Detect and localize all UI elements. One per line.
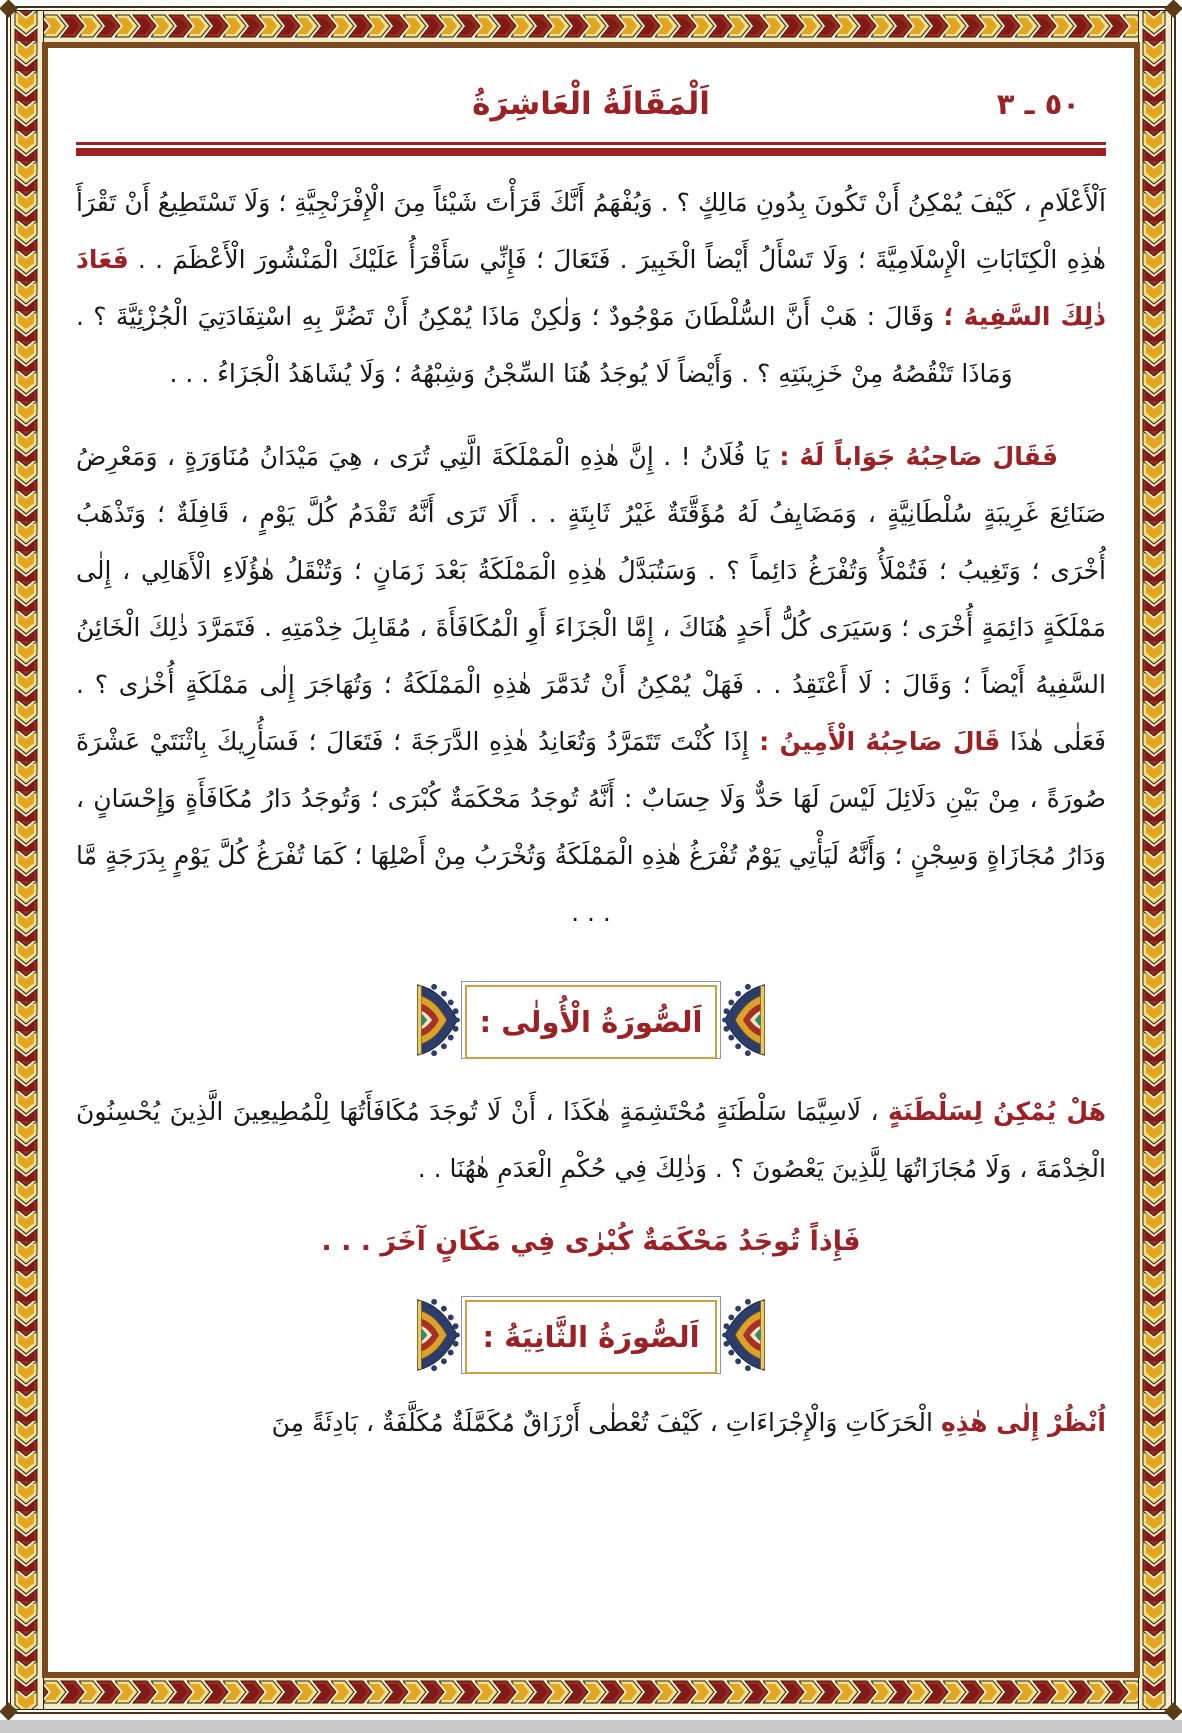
ornament-finial-icon [417, 979, 461, 1061]
text-run: ، لَاسِيَّمَا سَلْطَنَةٍ مُحْتَشِمَةٍ هٰكَذَا ، أَنْ لَا تُوجَدَ مُكَافَأَتُهَا لِلْمُطِيعِينَ الَّذِينَ يُحْسِنُونَ الْخِدْمَةَ ، وَلَا مُجَازَاتُهَا لِلَّذِينَ يَعْصُونَ ؟ . وَذٰلِكَ فِي حُكْمِ الْعَدَمِ هٰهُنَا . . [76, 1097, 1106, 1183]
text-run: الْحَرَكَاتِ وَالْإِجْرَاءَاتِ ، كَيْفَ تُعْطٰى أَرْزَاقٌ مُكَمَّلَةٌ مُكَلَّفَةٌ ، بَادِئَةً مِنَ [271, 1408, 941, 1437]
highlight-phrase: هَلْ يُمْكِنُ لِسَلْطَنَةٍ [888, 1097, 1107, 1126]
ornament-finial-icon [721, 1294, 765, 1376]
body-paragraph-2 [76, 428, 1106, 941]
header-divider [76, 142, 1106, 156]
section-title-frame [461, 981, 721, 1059]
text-run: اَلْأَعْلَامِ ، كَيْفَ يُمْكِنُ أَنْ تَكُونَ بِدُونِ مَالِكٍ ؟ . وَيُفْهَمُ أَنَّكَ قَرَأْتَ شَيْئاً مِنَ الْإِفْرَنْجِيَّةِ ؛ وَلَا تَسْتَطِيعُ أَنْ تَقْرَأَ هٰذِهِ الْكِتَابَاتِ الْإِسْلَامِيَّةَ ؛ وَلَا تَسْأَلُ أَيْضاً الْخَبِيرَ . فَتَعَالَ ؛ فَإِنِّي سَأَقْرَأُ عَلَيْكَ الْمَنْشُورَ الْأَعْظَمَ . . [76, 188, 1106, 274]
section-ornament-first-picture [415, 979, 767, 1061]
text-run: إِذَا كُنْتَ تَتَمَرَّدُ وَتُعَانِدُ هٰذِهِ الدَّرَجَةَ ؛ فَتَعَالَ ؛ فَسَأُرِيكَ بِاثْنَتَيْ عَشْرَةَ صُورَةً ، مِنْ بَيْنِ دَلَائِلَ لَيْسَ لَهَا حَدٌّ وَلَا حِسَابٌ : أَنَّهُ تُوجَدُ مَحْكَمَةٌ كُبْرَى ؛ وَتُوجَدُ دَارُ مُكَافَأَةٍ وَإِحْسَانٍ ، وَدَارُ مُجَازَاةٍ وَسِجْنٍ ؛ وَأَنَّهُ لَيَأْتِي يَوْمٌ تُفْرَغُ هٰذِهِ الْمَمْلَكَةُ وَتُخْرَبُ مِنْ أَصْلِهَا ؛ كَمَا تُفْرَغُ كُلَّ يَوْمٍ بِدَرَجَةٍ مَّا . . . [76, 727, 1106, 927]
text-run: يَا فُلَانُ ! . إِنَّ هٰذِهِ الْمَمْلَكَةَ الَّتِي تُرَى ، هِيَ مَيْدَانُ مُنَاوَرَةٍ ، وَمَعْرِضُ صَنَائِعَ غَرِيبَةٍ سُلْطَانِيَّةٍ ، وَمَضَايِفُ لَهُ مُؤَقَّتَةٌ غَيْرُ ثَابِتَةٍ . . أَلَا تَرَى أَنَّهُ تَقْدَمُ كُلَّ يَوْمٍ ، قَافِلَةٌ ؛ وَتَذْهَبُ أُخْرَى ؛ وَتَغِيبُ ؛ فَتُمْلَأُ وَتُفْرَغُ دَائِماً ؟ . وَسَتُبَدَّلُ هٰذِهِ الْمَمْلَكَةُ بَعْدَ زَمَانٍ ؛ وَتُنْقَلُ هٰؤُلَاءِ الْأَهَالِي ، إِلٰى مَمْلَكَةٍ دَائِمَةٍ أُخْرَى ؛ وَسَيَرَى كُلُّ أَحَدٍ هُنَاكَ ، إِمَّا الْجَزَاءَ أَوِ الْمُكَافَأَةَ ، مُقَابِلَ خِدْمَتِهِ . فَتَمَرَّدَ ذٰلِكَ الْخَائِنُ السَّفِيهُ أَيْضاً ؛ وَقَالَ : لَا أَعْتَقِدُ . . فَهَلْ يُمْكِنُ أَنْ تُدَمَّرَ هٰذِهِ الْمَمْلَكَةُ ؛ وَتُهَاجَرَ إِلٰى مَمْلَكَةٍ أُخْرٰى ؟ . فَعَلٰى هٰذَا [76, 442, 1106, 756]
section-2-paragraph [76, 1394, 1106, 1451]
highlight-phrase: اُنْظُرْ إِلٰى هٰذِهِ [940, 1408, 1106, 1437]
highlight-phrase: فَعَادَ ذٰلِكَ السَّفِيهُ ؛ [76, 245, 1106, 331]
ornament-finial-icon [417, 1294, 461, 1376]
ornament-finial-icon [721, 979, 765, 1061]
text-run: وَقَالَ : هَبْ أَنَّ السُّلْطَانَ مَوْجُودٌ ؛ وَلٰكِنْ مَاذَا يُمْكِنُ أَنْ تَضُرَّ بِهِ اسْتِفَادَتِيَ الْجُزْئِيَّةَ ؟ . وَمَاذَا تَنْقُصُهُ مِنْ خَزِينَتِهِ ؟ . وَأَيْضاً لَا يُوجَدُ هُنَا السِّجْنُ وَشِبْهُهُ ؛ وَلَا يُشَاهَدُ الْجَزَاءُ . . . [76, 302, 1013, 388]
section-title: اَلصُّورَةُ الْأُولٰى : [479, 1005, 703, 1039]
page-number: ٥٠ ـ ٣ [996, 87, 1080, 121]
page-content [48, 48, 1134, 1672]
highlight-phrase: قَالَ صَاحِبُهُ الْأَمِينُ : [748, 727, 1001, 756]
ornamental-border-top [42, 10, 1140, 44]
page-scan-edge [0, 1720, 1182, 1733]
ornamental-border-right [1138, 10, 1172, 1710]
section-ornament-second-picture [415, 1294, 767, 1376]
ornamental-border-bottom [42, 1676, 1140, 1710]
section-title-frame [461, 1296, 721, 1374]
divider-thick-line [76, 148, 1106, 156]
section-1-conclusion: فَإِذاً تُوجَدُ مَحْكَمَةٌ كُبْرٰى فِي مَكَانٍ آخَرَ . . . [321, 1226, 861, 1257]
page-header [76, 78, 1106, 130]
section-title: اَلصُّورَةُ الثَّانِيَةُ : [482, 1320, 700, 1354]
highlight-phrase: فَقَالَ صَاحِبُهُ جَوَاباً لَهُ : [769, 442, 1058, 471]
ornamental-border-left [10, 10, 44, 1710]
page-title: اَلْمَقَالَةُ الْعَاشِرَةُ [472, 86, 710, 122]
section-1-paragraph [76, 1083, 1106, 1197]
body-paragraph-1 [76, 174, 1106, 402]
